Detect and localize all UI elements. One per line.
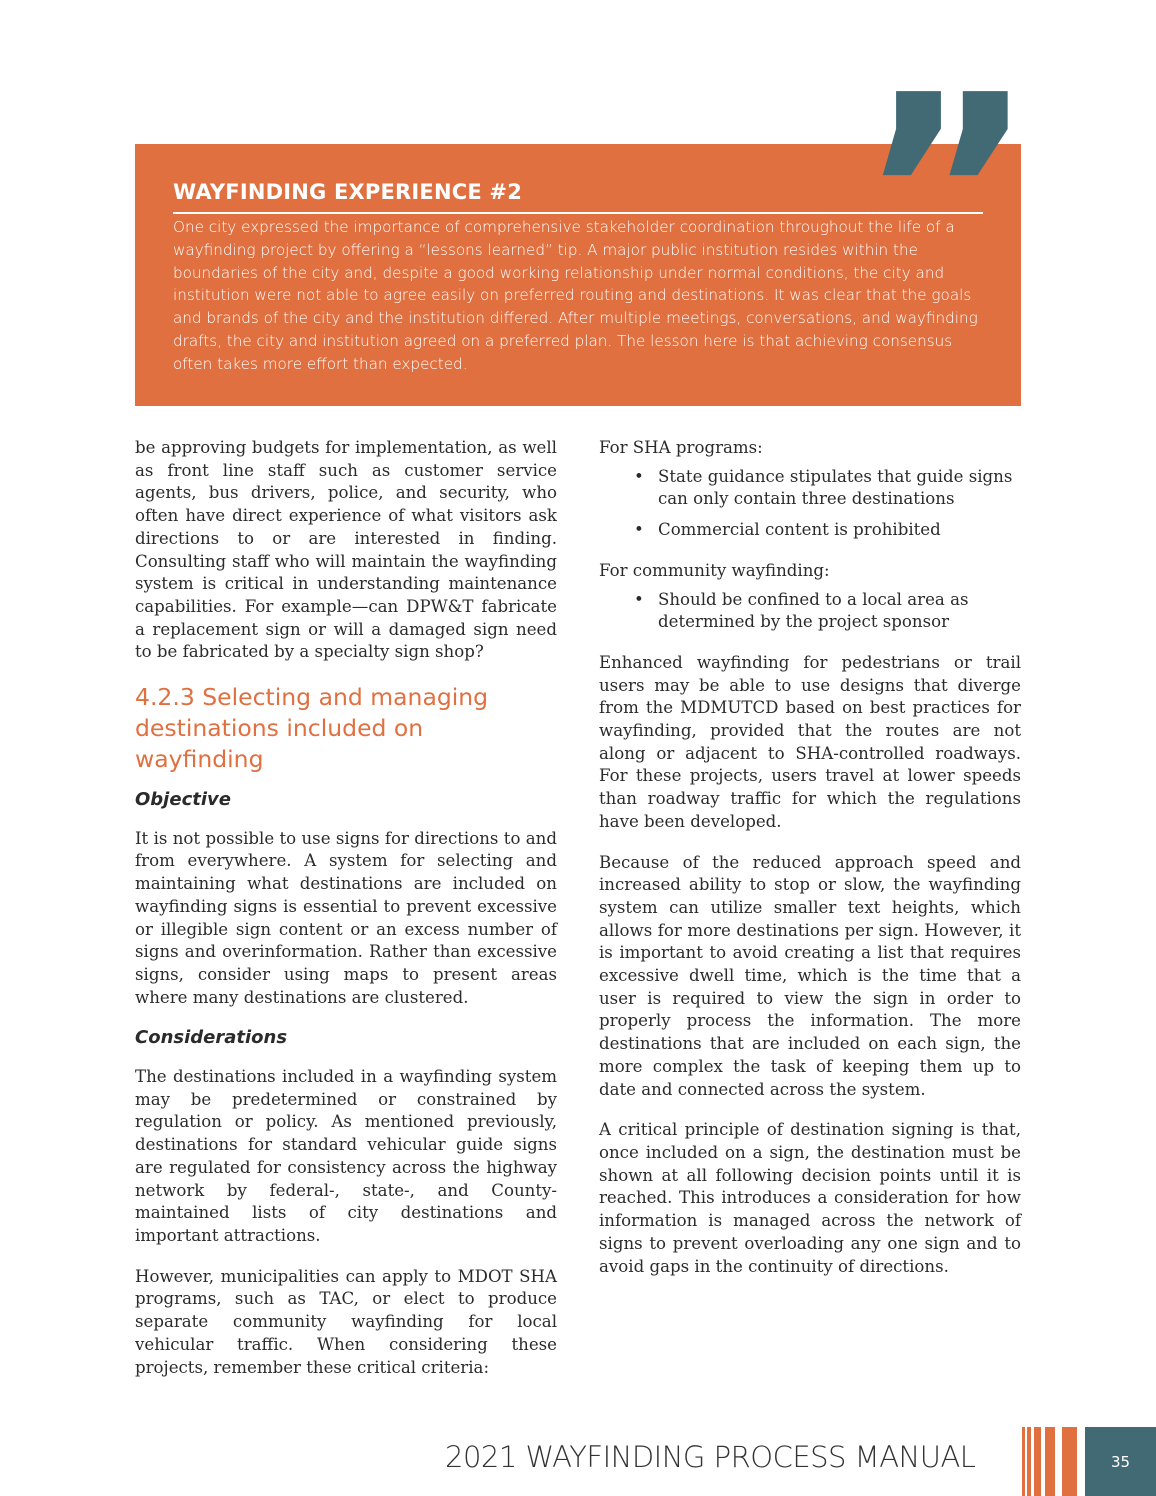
sha-label: For SHA programs:: [599, 438, 763, 457]
paragraph: Enhanced wayfinding for pedestrians or trail users may be able to use designs that diverge from the MDMUTCD based on best practices for wayfinding, provided that the routes are not along or adjacent to SHA-controlled roadways. For these projects, users travel at lower speeds than roadway traffic for which the regulations have been developed.: [599, 652, 1021, 831]
list-item: • State guidance stipulates that guide signs can only contain three destinations: [658, 466, 1021, 511]
sha-list: [599, 466, 1021, 542]
paragraph: be approving budgets for implementation, as well as front line staff such as customer service agents, bus drivers, police, and security, who often have direct experience of what visitors ask directions to or are interested in finding. Consulting staff who will maintain the wayfinding system is critical in understanding maintenance capabilities. For example—can DPW&T fabricate a replacement sign or will a damaged sign need to be fabricated by a specialty sign shop?: [135, 438, 557, 662]
objective-heading: Objective: [135, 789, 231, 811]
right-column: [599, 437, 1021, 1296]
left-column: [135, 437, 557, 1397]
paragraph: However, municipalities can apply to MDOT SHA programs, such as TAC, or elect to produce separate community wayfinding for local vehicular traffic. When considering these projects, remember these critical criteria:: [135, 1266, 557, 1377]
community-list: [599, 589, 1021, 634]
paragraph: The destinations included in a wayfinding system may be predetermined or constrained by regulation or policy. As mentioned previously, destinations for standard vehicular guide signs are regulated for consistency across the highway network by federal-, state-, and County-maintained lists of city destinations and important attractions.: [135, 1067, 557, 1245]
paragraph: It is not possible to use signs for directions to and from everywhere. A system for selecting and maintaining what destinations are included on wayfinding signs is essential to prevent excessive or illegible sign content or an excess number of signs and overinformation. Rather than excessive signs, consider using maps to present areas where many destinations are clustered.: [135, 828, 557, 1007]
footer-title: 2021 WAYFINDING PROCESS MANUAL: [445, 1440, 976, 1474]
page-number: 35: [1085, 1427, 1156, 1496]
list-item: • Commercial content is prohibited: [658, 519, 1021, 542]
callout-title: WAYFINDING EXPERIENCE #2: [173, 180, 523, 204]
paragraph: A critical principle of destination signing is that, once included on a sign, the destination must be shown at all following decision points until it is reached. This introduces a consideration for how information is managed across the network of signs to prevent overloading any one sign and to avoid gaps in the continuity of directions.: [599, 1120, 1021, 1276]
community-label: For community wayfinding:: [599, 560, 830, 580]
list-item: • Should be confined to a local area as determined by the project sponsor: [658, 589, 1021, 634]
considerations-heading: Considerations: [135, 1027, 288, 1049]
section-heading: 4.2.3 Selecting and managing destinations included on wayfinding: [135, 683, 489, 774]
paragraph: Because of the reduced approach speed and increased ability to stop or slow, the wayfinding system can utilize smaller text heights, which allows for more destinations per sign. However, it is important to avoid creating a list that requires excessive dwell time, which is the time that a user is required to view the sign in order to properly process the information. The more destinations that are included on each sign, the more complex the task of keeping them up to date and connected across the system.: [599, 852, 1021, 1099]
callout-text: One city expressed the importance of comprehensive stakeholder coordination throughout the life of a wayfinding project by offering a “lessons learned” tip. A major public institution resides within the boundaries of the city and, despite a good working relationship under normal conditions, the city and institution were not able to agree easily on preferred routing and destinations. It was clear that the goals and brands of the city and the institution differed. After multiple meetings, conversations, and wayfinding drafts, the city and institution agreed on a preferred plan. The lesson here is that achieving consensus often takes more effort than expected.: [173, 218, 978, 373]
quote-mark-icon: ”: [858, 37, 1024, 352]
